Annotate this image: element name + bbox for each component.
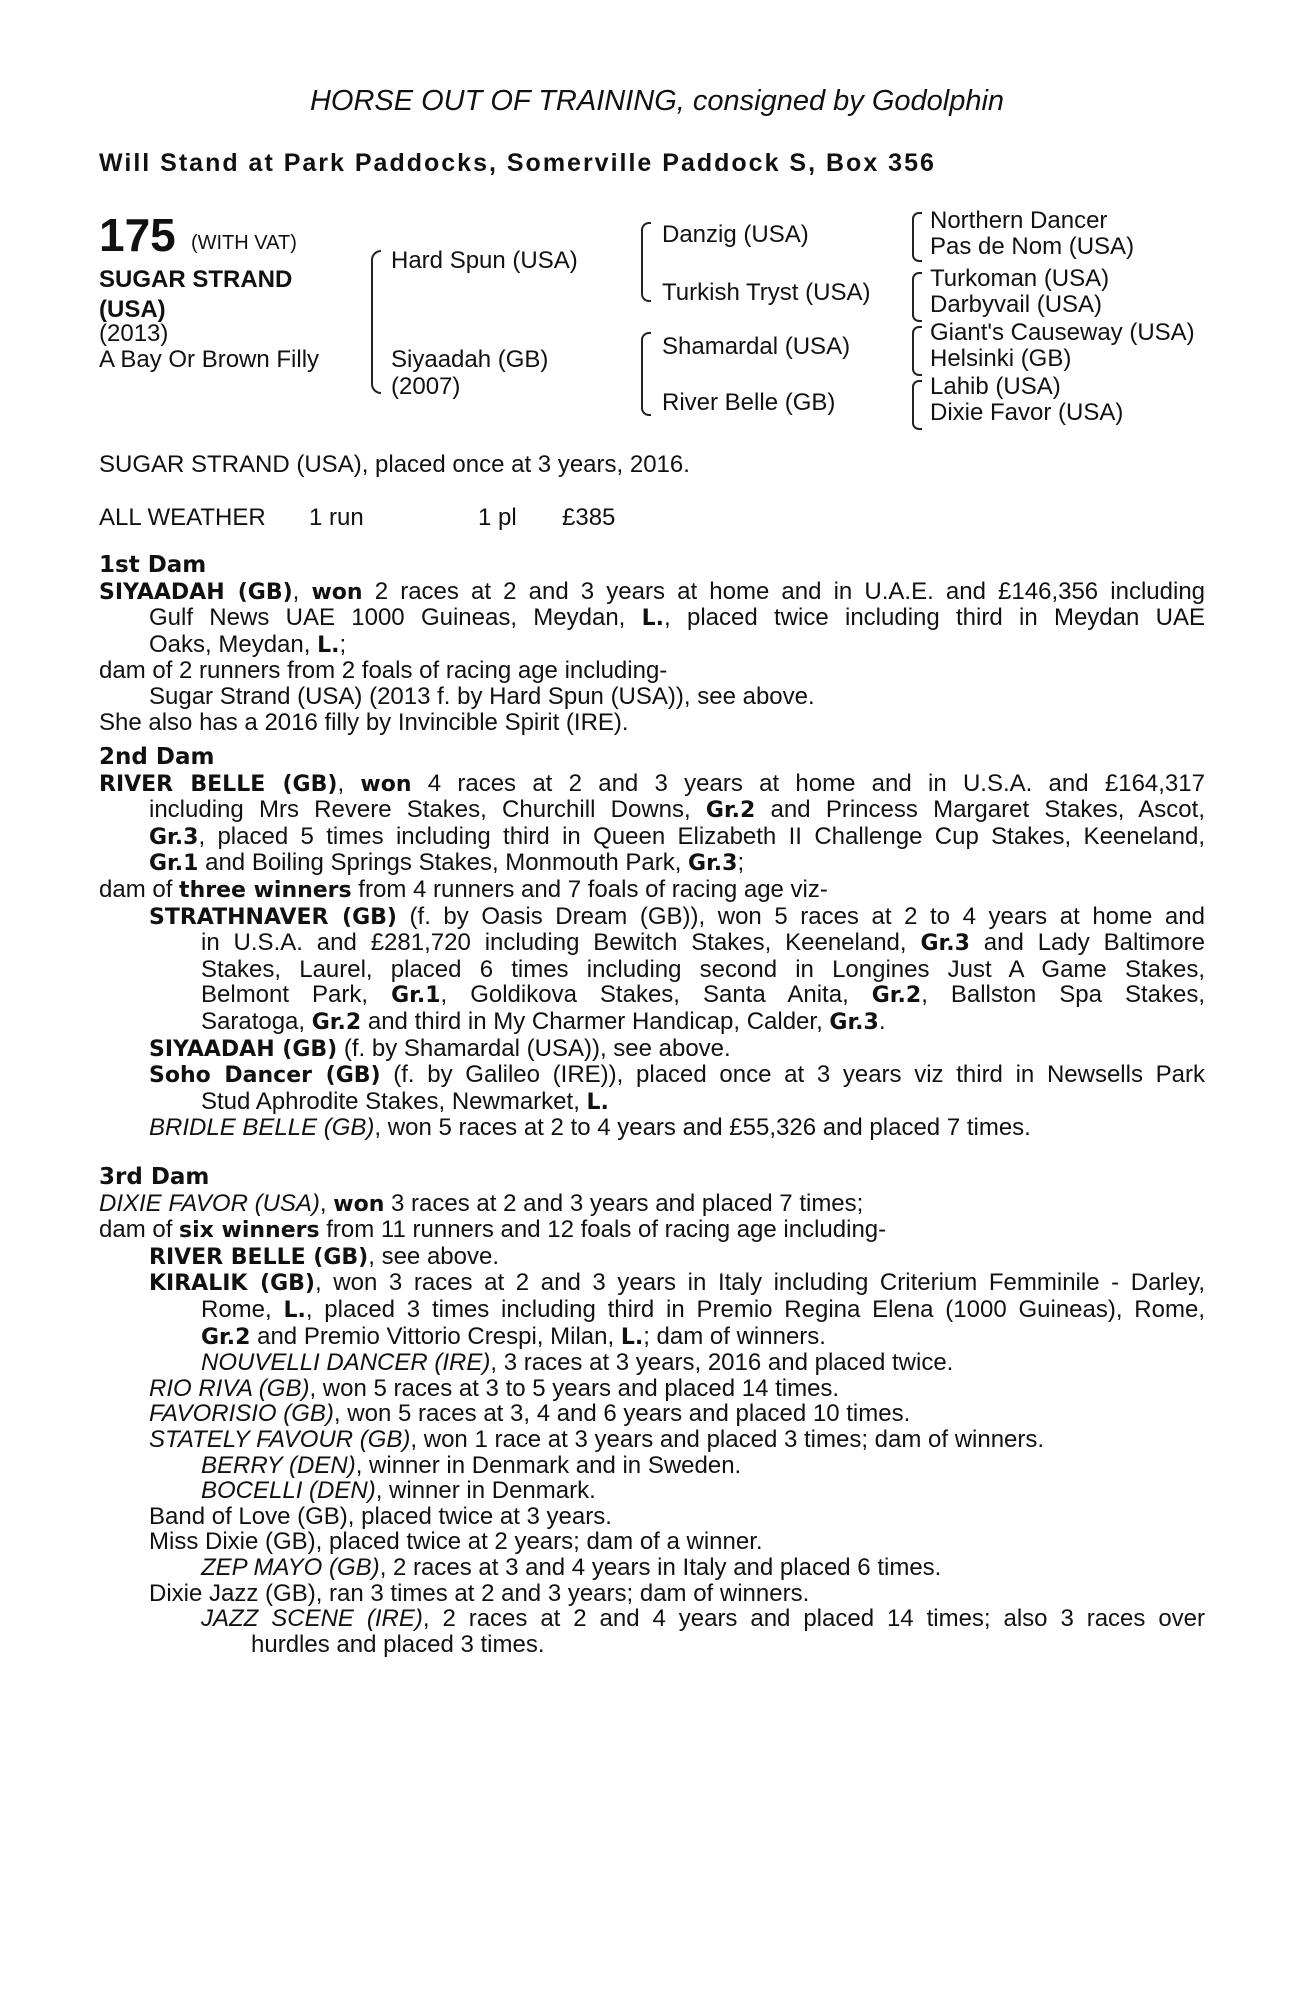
third-dam-l1: 3 races at 2 and 3 years and placed 7 times;	[384, 1189, 864, 1217]
catalogue-heading: HORSE OUT OF TRAINING, consigned by Godolphin	[309, 85, 1005, 117]
listed-mark: L.	[586, 1089, 609, 1115]
record-category: ALL WEATHER	[99, 504, 266, 531]
strathnaver-text1: (f. by Oasis Dream (GB)), won 5 races at 2 to 4 years at home and	[396, 902, 1205, 930]
horse-name	[99, 265, 292, 325]
strathnaver-text2b: and Lady Baltimore	[969, 929, 1205, 957]
lot-number: 175	[99, 209, 176, 261]
pedigree-brace-gen3a	[912, 212, 922, 262]
pedigree-brace-gen2a	[641, 222, 651, 302]
strathnaver-text2a: in U.S.A. and £281,720 including Bewitch Stakes, Keeneland,	[201, 929, 921, 957]
strathnaver-text5c: .	[878, 1007, 886, 1035]
pedigree-sire: Hard Spun (USA)	[391, 247, 578, 274]
kiralik-text3b: ; dam of winners.	[643, 1322, 826, 1350]
third-dam-dam-of-b: from 11 runners and 12 foals of racing age including-	[319, 1216, 887, 1244]
jazz-scene-text1: , 2 races at 2 and 4 years and placed 14 times; also 3 races over	[422, 1605, 1206, 1633]
strathnaver-line1	[99, 904, 1205, 931]
second-dam-won: won	[360, 771, 412, 797]
river-belle-line	[99, 1244, 1205, 1271]
second-dam-l2a: including Mrs Revere Stakes, Churchill Downs,	[149, 796, 706, 824]
band-of-love-line: Band of Love (GB), placed twice at 3 years.	[149, 1502, 612, 1530]
kiralik-name: KIRALIK (GB)	[149, 1271, 315, 1297]
second-dam-l2b: and Princess Margaret Stakes, Ascot,	[755, 796, 1205, 824]
bridle-text: , won 5 races at 2 to 4 years and £55,326 and placed 7 times.	[374, 1114, 1031, 1142]
third-dam-sep: ,	[319, 1189, 334, 1217]
grade-mark: Gr.2	[705, 798, 756, 824]
kiralik-text1: , won 3 races at 2 and 3 years in Italy including Criterium Femminile - Darley,	[315, 1269, 1206, 1297]
pedigree-dam-dam: River Belle (GB)	[662, 389, 836, 416]
zep-mayo-line	[99, 1555, 1205, 1581]
third-dam-won: won	[333, 1191, 385, 1217]
six-winners: six winners	[179, 1218, 320, 1244]
first-dam-text2a: Gulf News UAE 1000 Guineas, Meydan,	[149, 604, 642, 632]
river-belle-name: RIVER BELLE (GB)	[149, 1244, 369, 1270]
favorisio-text: , won 5 races at 3, 4 and 6 years and placed 10 times.	[333, 1400, 911, 1428]
strathnaver-text4c: , Ballston Spa Stakes,	[921, 981, 1205, 1009]
bocelli-line	[99, 1478, 1205, 1504]
pedigree-sire-dam: Turkish Tryst (USA)	[662, 279, 871, 306]
second-dam-l4b: ;	[737, 849, 745, 877]
third-dam-line1	[99, 1191, 1205, 1218]
pedigree-ggs4: Lahib (USA)	[930, 373, 1061, 400]
strathnaver-line2	[99, 930, 1205, 957]
second-dam-dam-of-b: from 4 runners and 7 foals of racing age viz-	[351, 875, 828, 903]
strathnaver-name: STRATHNAVER (GB)	[149, 904, 397, 930]
soho-line1	[99, 1062, 1205, 1089]
grade-mark: Gr.1	[149, 851, 199, 877]
pedigree-dam-year: (2007)	[391, 373, 461, 400]
record-prize: £385	[562, 504, 616, 531]
first-dam-line3	[99, 632, 1205, 659]
first-dam-won: won	[311, 579, 363, 605]
strathnaver-text4b: , Goldikova Stakes, Santa Anita,	[440, 981, 872, 1009]
pedigree-dam: Siyaadah (GB)	[391, 346, 549, 373]
kiralik-text3a: and Premio Vittorio Crespi, Milan,	[250, 1322, 621, 1350]
second-dam-dam-of-a: dam of	[99, 875, 180, 903]
miss-dixie-line: Miss Dixie (GB), placed twice at 2 years; dam of a winner.	[149, 1528, 763, 1556]
first-dam-text2b: , placed twice including third in Meydan UAE	[664, 604, 1205, 632]
jazz-scene-line1	[99, 1606, 1205, 1632]
grade-mark: Gr.1	[391, 983, 441, 1009]
favorisio-name: FAVORISIO (GB)	[149, 1400, 334, 1428]
record-placed: 1 pl	[478, 504, 517, 531]
soho-line2	[99, 1089, 1205, 1116]
race-summary: SUGAR STRAND (USA), placed once at 3 years, 2016.	[99, 451, 690, 478]
pedigree-ggd1: Pas de Nom (USA)	[930, 233, 1135, 260]
pedigree-brace-gen2b	[641, 332, 651, 416]
kiralik-line3	[99, 1324, 1205, 1351]
pedigree-ggs2: Turkoman (USA)	[930, 265, 1110, 292]
first-dam-text1: 2 races at 2 and 3 years at home and in U.A.E. and £146,356 including	[362, 577, 1206, 605]
grade-mark: Gr.3	[688, 851, 738, 877]
river-belle-text: , see above.	[368, 1242, 500, 1270]
second-dam-title: 2nd Dam	[99, 744, 215, 770]
strathnaver-text5b: and third in My Charmer Handicap, Calder,	[361, 1007, 830, 1035]
listed-mark: L.	[641, 606, 665, 632]
soho-name: Soho Dancer (GB)	[149, 1063, 381, 1089]
first-dam-text3a: Oaks, Meydan,	[149, 630, 318, 658]
jazz-scene-line2: hurdles and placed 3 times.	[251, 1630, 545, 1658]
second-dam-name: RIVER BELLE (GB)	[99, 771, 338, 797]
stabling-location: Will Stand at Park Paddocks, Somerville Paddock S, Box 356	[99, 149, 936, 177]
second-dam-dam-of	[99, 877, 1205, 904]
second-dam-line3	[99, 824, 1205, 851]
berry-name: BERRY (DEN)	[201, 1451, 356, 1479]
pedigree-ggd3: Helsinki (GB)	[930, 345, 1072, 372]
stately-text: , won 1 race at 3 years and placed 3 times; dam of winners.	[410, 1425, 1045, 1453]
first-dam-produce: Sugar Strand (USA) (2013 f. by Hard Spun (USA)), see above.	[149, 682, 815, 710]
pedigree-ggd4: Dixie Favor (USA)	[930, 399, 1124, 426]
zep-text: , 2 races at 3 and 4 years in Italy and placed 6 times.	[379, 1553, 942, 1581]
third-dam-dam-of	[99, 1217, 1205, 1244]
third-dam-name: DIXIE FAVOR (USA)	[99, 1189, 320, 1217]
dixie-jazz-line: Dixie Jazz (GB), ran 3 times at 2 and 3 years; dam of winners.	[149, 1579, 810, 1607]
second-dam-l4a: and Boiling Springs Stakes, Monmouth Park,	[198, 849, 689, 877]
first-dam-text3b: ;	[339, 630, 347, 658]
berry-text: , winner in Denmark and in Sweden.	[355, 1451, 742, 1479]
first-dam-section	[99, 553, 1205, 735]
strathnaver-line3: Stakes, Laurel, placed 6 times including second in Longines Just A Game Stakes,	[201, 955, 1205, 983]
record-runs: 1 run	[309, 504, 364, 531]
pedigree-brace-gen3b	[912, 272, 922, 322]
second-dam-line2	[99, 797, 1205, 824]
grade-mark: Gr.3	[149, 824, 199, 850]
first-dam-dam-of: dam of 2 runners from 2 foals of racing age including-	[99, 657, 668, 685]
jazz-scene-name: JAZZ SCENE (IRE)	[201, 1605, 423, 1633]
stately-line	[99, 1427, 1205, 1453]
horse-description: A Bay Or Brown Filly	[99, 346, 320, 373]
first-dam-line1: SIYAADAH (GB), won 2 races at 2 and 3 years at home and in U.A.E. and £146,356 including	[99, 577, 1206, 605]
grade-mark: Gr.2	[871, 983, 922, 1009]
listed-mark: L.	[317, 632, 340, 658]
pedigree-dam-sire: Shamardal (USA)	[662, 333, 851, 360]
third-dam-dam-of-a: dam of	[99, 1216, 180, 1244]
pedigree-ggs1: Northern Dancer	[930, 207, 1108, 234]
pedigree-brace-gen1	[371, 250, 381, 394]
bocelli-text: , winner in Denmark.	[375, 1477, 596, 1505]
strathnaver-line5	[99, 1009, 1205, 1036]
third-dam-title: 3rd Dam	[99, 1164, 210, 1190]
favorisio-line	[99, 1401, 1205, 1427]
first-dam-also: She also has a 2016 filly by Invincible Spirit (IRE).	[99, 708, 629, 736]
bocelli-name: BOCELLI (DEN)	[201, 1477, 376, 1505]
strathnaver-text4a: Belmont Park,	[201, 981, 392, 1009]
berry-line	[99, 1453, 1205, 1479]
siyaadah-text: (f. by Shamardal (USA)), see above.	[337, 1034, 731, 1062]
kiralik-text2b: , placed 3 times including third in Premio Regina Elena (1000 Guineas), Rome,	[305, 1295, 1205, 1323]
strathnaver-line4	[99, 982, 1205, 1009]
horse-name-line1: SUGAR STRAND	[99, 266, 293, 293]
vat-note: (WITH VAT)	[191, 232, 297, 254]
grade-mark: Gr.3	[829, 1009, 879, 1035]
nouvelli-name: NOUVELLI DANCER (IRE)	[201, 1349, 491, 1377]
grade-mark: Gr.2	[201, 1324, 251, 1350]
horse-year: (2013)	[99, 320, 169, 347]
bridle-line	[99, 1115, 1205, 1141]
grade-mark: Gr.3	[920, 931, 970, 957]
kiralik-line2	[99, 1297, 1205, 1324]
horse-name-line2: (USA)	[99, 296, 166, 323]
first-dam-title: 1st Dam	[99, 552, 207, 578]
stately-name: STATELY FAVOUR (GB)	[149, 1425, 411, 1453]
pedigree-sire-sire: Danzig (USA)	[662, 221, 809, 248]
pedigree-brace-gen3d	[912, 380, 922, 430]
first-dam-name: SIYAADAH (GB)	[99, 579, 293, 605]
first-dam-line2	[99, 605, 1205, 632]
listed-mark: L.	[620, 1324, 644, 1350]
grade-mark: Gr.2	[311, 1009, 362, 1035]
pedigree-ggd2: Darbyvail (USA)	[930, 291, 1103, 318]
listed-mark: L.	[283, 1297, 306, 1323]
siyaadah-line	[99, 1036, 1205, 1063]
soho-text2: Stud Aphrodite Stakes, Newmarket,	[201, 1087, 587, 1115]
soho-text1: (f. by Galileo (IRE)), placed once at 3 years viz third in Newsells Park	[380, 1061, 1205, 1089]
rio-text: , won 5 races at 3 to 5 years and placed 14 times.	[309, 1374, 840, 1402]
second-dam-section	[99, 745, 1205, 1141]
second-dam-line4	[99, 850, 1205, 877]
bridle-name: BRIDLE BELLE (GB)	[149, 1114, 375, 1142]
rio-name: RIO RIVA (GB)	[149, 1374, 310, 1402]
three-winners: three winners	[179, 877, 352, 903]
pedigree-ggs3: Giant's Causeway (USA)	[930, 319, 1195, 346]
second-dam-l3: , placed 5 times including third in Queen Elizabeth II Challenge Cup Stakes, Keeneland,	[198, 822, 1205, 850]
zep-name: ZEP MAYO (GB)	[201, 1553, 380, 1581]
nouvelli-text: , 3 races at 3 years, 2016 and placed twice.	[490, 1349, 954, 1377]
siyaadah-name: SIYAADAH (GB)	[149, 1036, 338, 1062]
pedigree-brace-gen3c	[912, 326, 922, 376]
second-dam-line1: RIVER BELLE (GB), won 4 races at 2 and 3 years at home and in U.S.A. and £164,317	[99, 769, 1205, 797]
kiralik-text2a: Rome,	[201, 1295, 284, 1323]
nouvelli-line	[99, 1350, 1205, 1376]
third-dam-section	[99, 1165, 1205, 1657]
second-dam-l1: 4 races at 2 and 3 years at home and in U.S.A. and £164,317	[411, 769, 1205, 797]
strathnaver-text5a: Saratoga,	[201, 1007, 312, 1035]
kiralik-line1	[99, 1270, 1205, 1297]
rio-line	[99, 1376, 1205, 1402]
